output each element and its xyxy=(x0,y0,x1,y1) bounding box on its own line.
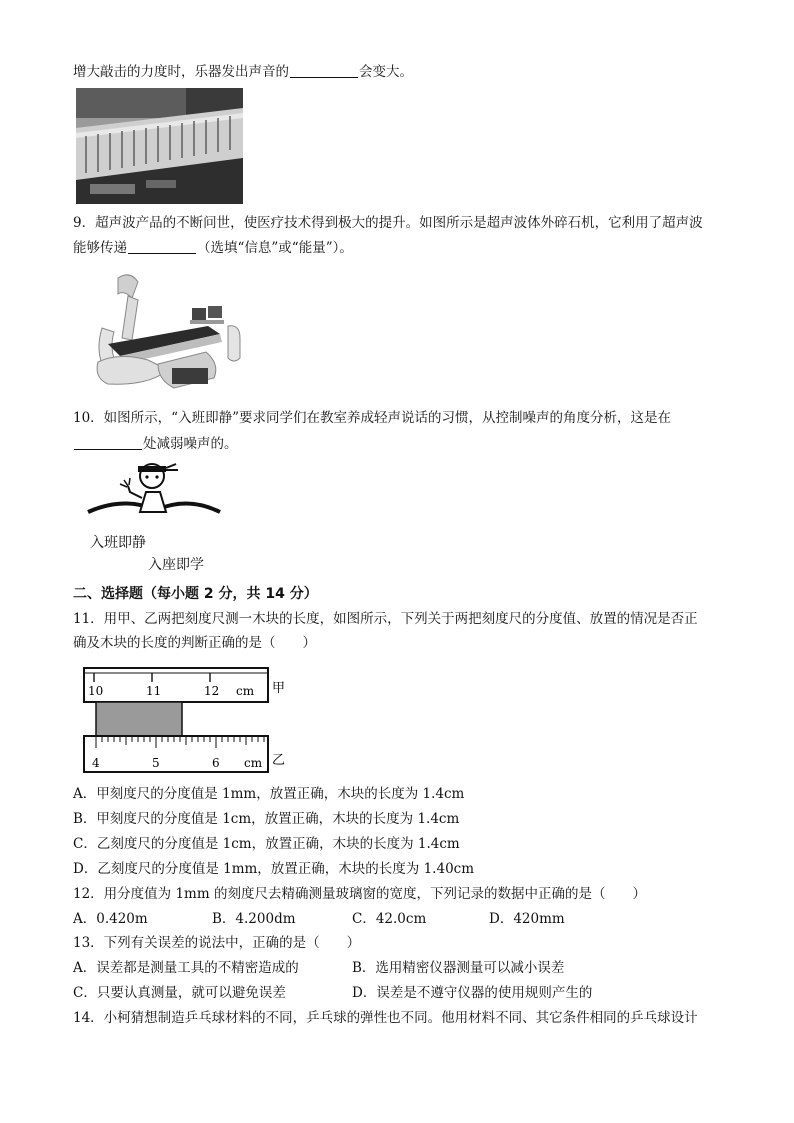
q11-line1: 11．用甲、乙两把刻度尺测一木块的长度，如图所示，下列关于两把刻度尺的分度值、放置的情况是否正 xyxy=(73,611,698,627)
q12-option-c[interactable]: C．42.0cm xyxy=(352,911,427,927)
instrument-photo xyxy=(76,88,243,204)
q9-text-after: （选填“信息”或“能量”）。 xyxy=(197,240,353,256)
q8-answer-blank[interactable] xyxy=(290,63,358,78)
q9-text-before: 能够传递 xyxy=(73,240,127,256)
q8-text-before: 增大敲击的力度时，乐器发出声音的 xyxy=(73,64,289,80)
q13-option-b[interactable]: B．选用精密仪器测量可以减小误差 xyxy=(352,960,565,976)
q9-line1: 9．超声波产品的不断问世，使医疗技术得到极大的提升。如图所示是超声波体外碎石机，它利用了超声波 xyxy=(73,215,703,231)
ruler-bottom-label: 乙 xyxy=(272,753,286,768)
q13-option-d[interactable]: D．误差是不遵守仪器的使用规则产生的 xyxy=(352,985,593,1001)
q10-text-after: 处减弱噪声的。 xyxy=(143,436,238,452)
rulers-figure xyxy=(80,664,295,776)
ruler-top-tick-3: 12 xyxy=(204,684,220,698)
ruler-bottom-unit: cm xyxy=(244,756,263,770)
image-caption-2: 入座即学 xyxy=(148,557,204,573)
q11-line2: 确及木块的长度的判断正确的是（ ） xyxy=(73,635,316,651)
q11-option-c[interactable]: C．乙刻度尺的分度值是 1cm，放置正确，木块的长度为 1.4cm xyxy=(73,836,460,852)
section-title: 二、选择题（每小题 2 分，共 14 分） xyxy=(73,586,318,602)
q10-answer-blank[interactable] xyxy=(74,435,142,450)
q13-option-c[interactable]: C．只要认真测量，就可以避免误差 xyxy=(73,985,286,1001)
q13-option-a[interactable]: A．误差都是测量工具的不精密造成的 xyxy=(73,960,299,976)
ruler-top-tick-1: 10 xyxy=(88,684,104,698)
q12-option-b[interactable]: B．4.200dm xyxy=(212,911,296,927)
q12-option-a[interactable]: A．0.420m xyxy=(73,911,148,927)
q9-answer-blank[interactable] xyxy=(128,239,196,254)
ruler-top-label: 甲 xyxy=(272,681,286,696)
q8-text xyxy=(73,62,413,82)
q13-stem: 13．下列有关误差的说法中，正确的是（ ） xyxy=(73,935,361,951)
ruler-bottom-tick-3: 6 xyxy=(212,756,220,770)
q8-text-after: 会变大。 xyxy=(359,64,413,80)
q11-option-b[interactable]: B．甲刻度尺的分度值是 1cm，放置正确，木块的长度为 1.4cm xyxy=(73,811,460,827)
lithotripter-image xyxy=(88,268,248,396)
image-caption-1: 入班即静 xyxy=(90,535,146,551)
quiet-class-image xyxy=(84,462,224,574)
q14-line1: 14．小柯猜想制造乒乓球材料的不同，乒乓球的弹性也不同。他用材料不同、其它条件相同的乒乓球设计 xyxy=(73,1010,698,1026)
q12-option-d[interactable]: D．420mm xyxy=(489,911,565,927)
q11-option-d[interactable]: D．乙刻度尺的分度值是 1mm，放置正确，木块的长度为 1.40cm xyxy=(73,861,475,877)
q10-line1: 10．如图所示，“入班即静”要求同学们在教室养成轻声说话的习惯，从控制噪声的角度分析，这是在 xyxy=(73,410,671,426)
ruler-bottom-tick-1: 4 xyxy=(92,756,100,770)
q10-line2 xyxy=(73,434,238,454)
q12-stem: 12．用分度值为 1mm 的刻度尺去精确测量玻璃窗的宽度，下列记录的数据中正确的是（ ） xyxy=(73,886,646,902)
ruler-bottom-tick-2: 5 xyxy=(152,756,160,770)
q9-line2 xyxy=(73,238,353,258)
q11-option-a[interactable]: A．甲刻度尺的分度值是 1mm，放置正确，木块的长度为 1.4cm xyxy=(73,786,465,802)
ruler-top-unit: cm xyxy=(236,684,255,698)
ruler-top-tick-2: 11 xyxy=(146,684,162,698)
